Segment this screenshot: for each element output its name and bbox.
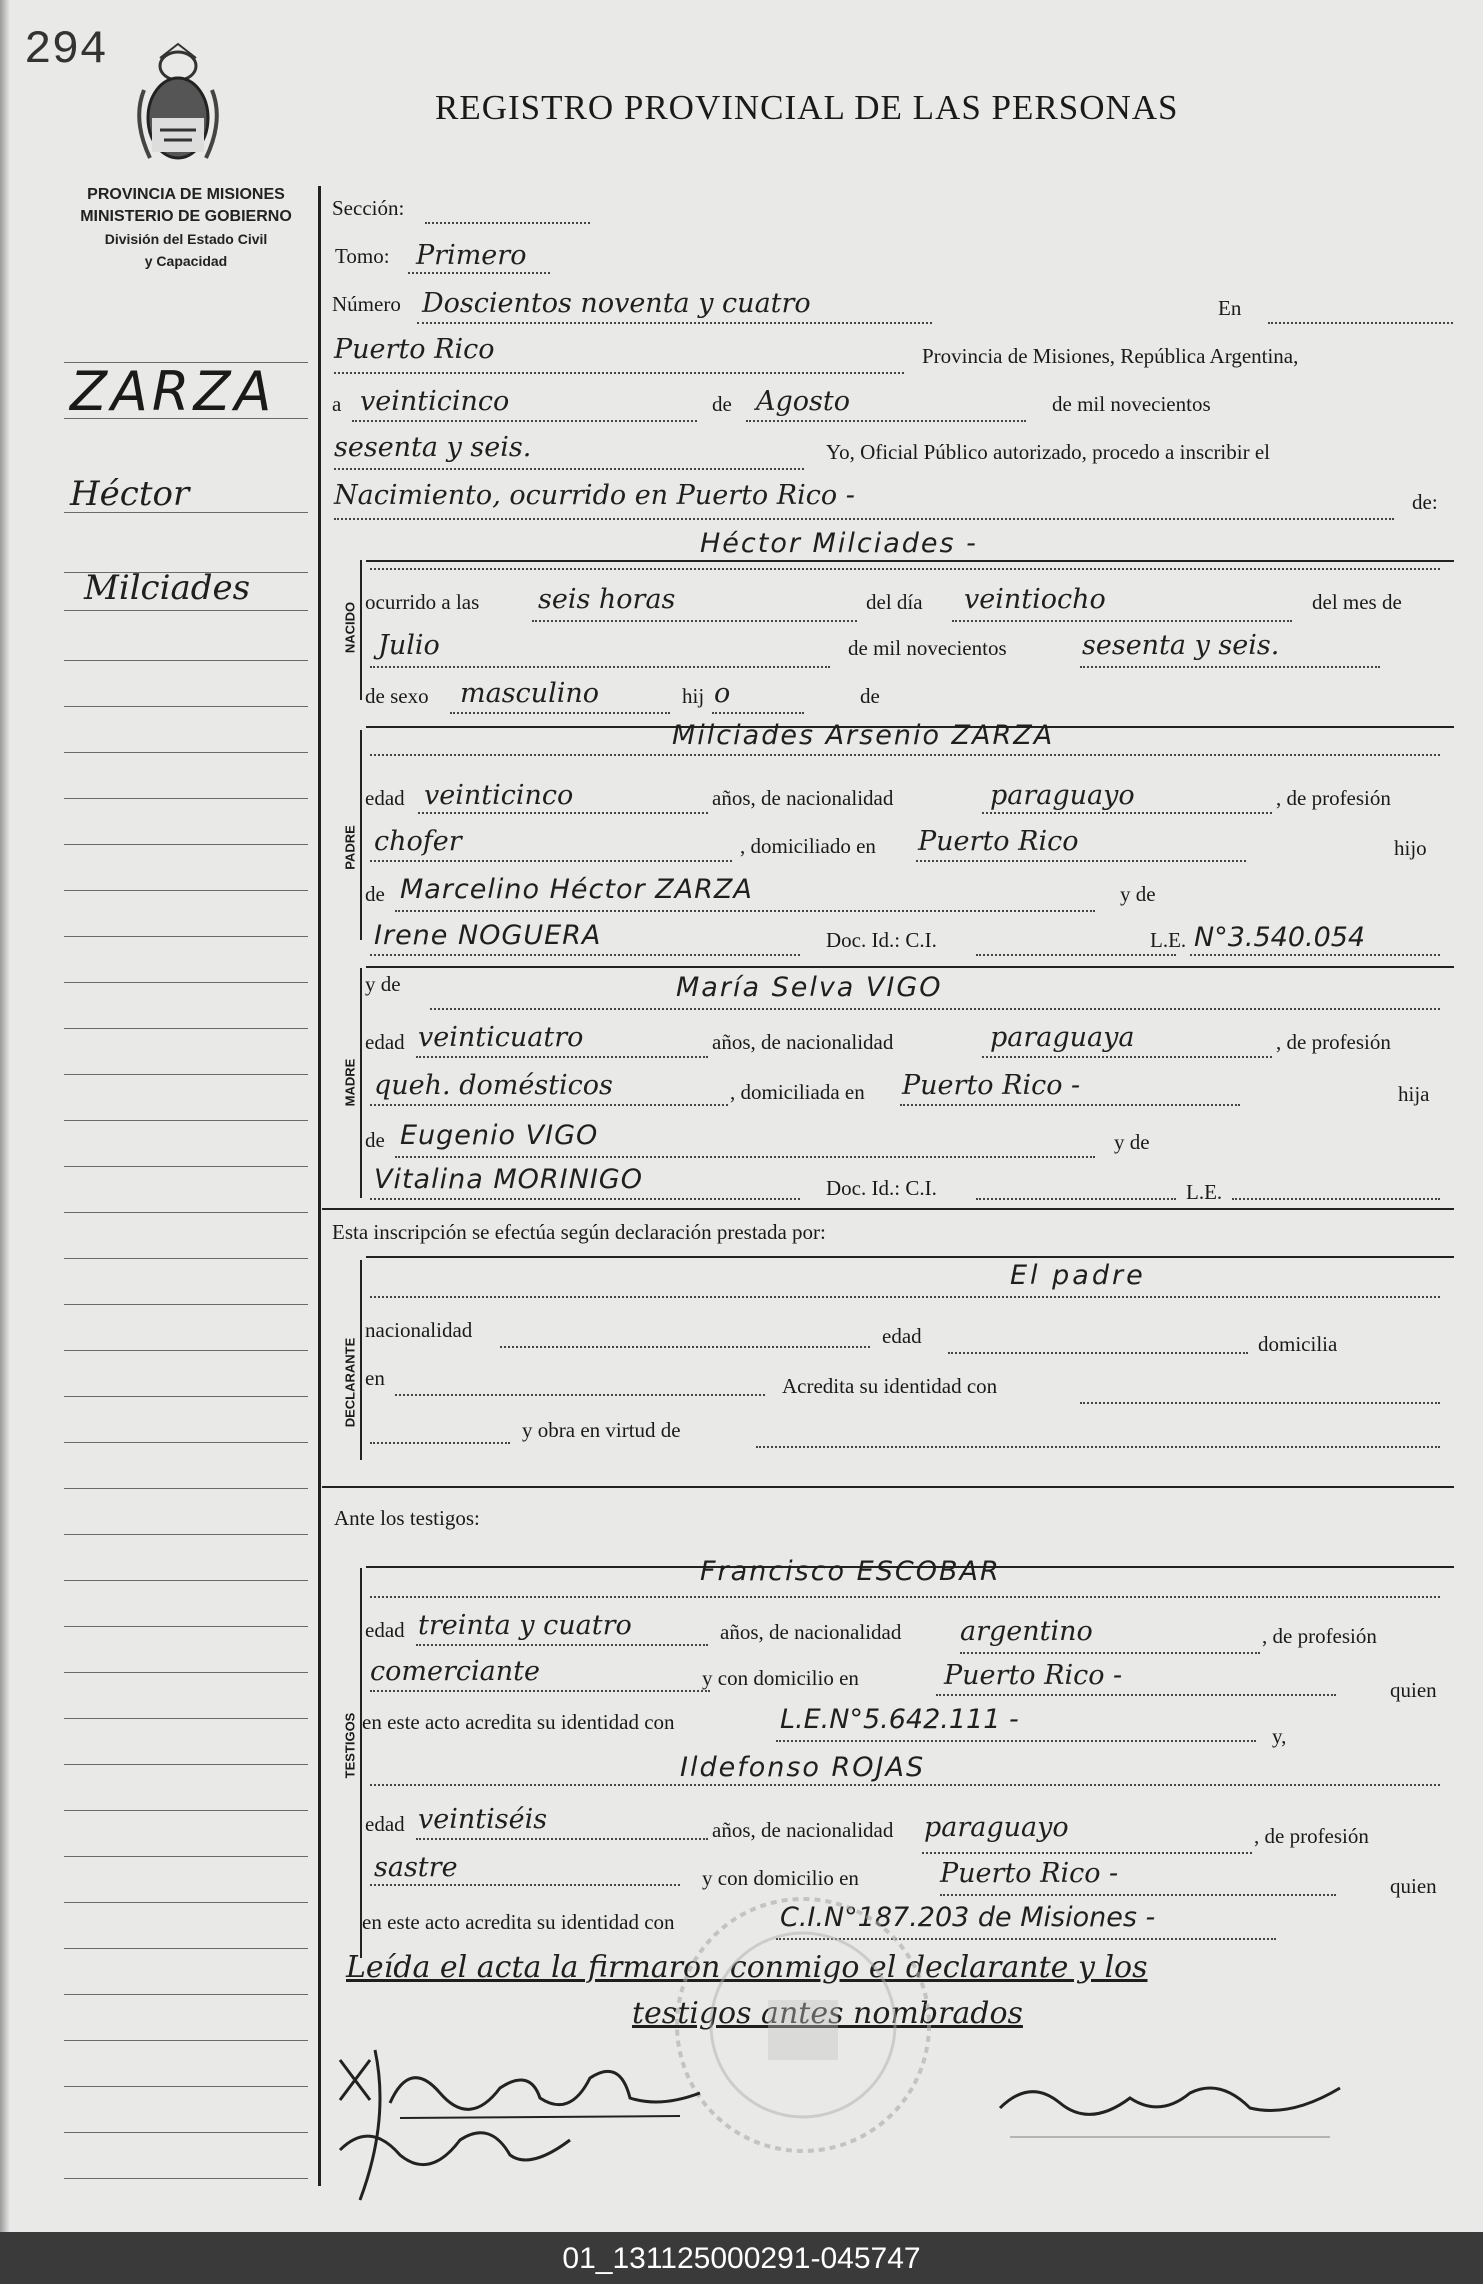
value-padre-nac: paraguayo [990,780,1135,811]
margin-surname: ZARZA [70,360,276,423]
label-y-de-padre: y de [1120,882,1156,906]
value-t1-prof: comerciante [370,1656,540,1687]
value-padre-abuela: Irene NOGUERA [374,920,602,951]
value-t1-dom: Puerto Rico - [944,1660,1123,1691]
section-nacido: NACIDO [342,601,358,654]
closing-line-1: Leída el acta la firmaron conmigo el declarante y los [346,1950,1148,1985]
label-de: de [712,392,732,416]
value-t1-nac: argentino [960,1616,1093,1647]
label-y-de-madre-2: y de [1114,1130,1150,1154]
value-madre-edad: veinticuatro [418,1022,584,1053]
section-padre: PADRE [342,825,358,870]
label-decl-acredita: Acredita su identidad con [782,1374,998,1398]
closing-line-2: testigos antes nombrados [632,1996,1023,2031]
label-t1-prof: , de profesión [1262,1624,1377,1648]
margin-second-name: Milciades [84,568,251,608]
label-padre-nac: años, de nacionalidad [712,786,894,810]
coat-of-arms-emblem [130,40,226,170]
label-t2-acredita: en este acto acredita su identidad con [362,1910,675,1934]
label-decl-nacionalidad: nacionalidad [365,1318,473,1342]
label-t1-quien: quien [1390,1678,1437,1702]
label-t2-dom: y con domicilio en [702,1866,859,1890]
value-dia: veinticinco [360,386,510,417]
label-del-mes: del mes de [1312,590,1402,614]
label-hij: hij [682,684,705,708]
document-title: REGISTRO PROVINCIAL DE LAS PERSONAS [435,88,1179,127]
value-sexo: masculino [460,678,599,709]
label-provincia: Provincia de Misiones, República Argentina, [922,344,1299,368]
value-numero: Doscientos noventa y cuatro [422,288,811,319]
value-nacido-nombre: Héctor Milciades - [700,528,978,559]
value-t2-prof: sastre [374,1852,458,1883]
label-t2-edad: edad [365,1812,405,1836]
label-y-de-madre: y de [365,972,401,996]
value-madre-dom: Puerto Rico - [902,1070,1081,1101]
label-padre-dom: , domiciliado en [740,834,876,858]
label-decl-domicilia: domicilia [1258,1332,1338,1356]
value-t2-nombre: Ildefonso ROJAS [680,1752,926,1783]
label-tomo: Tomo: [335,244,390,268]
value-madre-prof: queh. domésticos [374,1070,613,1101]
value-declarante: El padre [1010,1260,1146,1291]
label-de-madre: de [365,1128,385,1152]
label-seccion: Sección: [332,196,405,220]
value-mes: Agosto [756,386,850,417]
label-t1-acredita: en este acto acredita su identidad con [362,1710,675,1734]
value-hora: seis horas [538,584,676,615]
value-t2-nac: paraguayo [924,1812,1069,1843]
label-decl-obra: y obra en virtud de [522,1418,681,1442]
footer-bar [0,2232,1483,2284]
label-en: En [1218,296,1242,320]
label-a: a [332,392,342,416]
form-left-border [318,186,321,2186]
value-t1-edad: treinta y cuatro [418,1610,632,1641]
label-ocurrido: ocurrido a las [365,590,480,614]
issuer-block [56,184,316,272]
issuer-division: División del Estado Civil [104,231,268,247]
value-tomo: Primero [416,240,527,271]
value-t2-edad: veintiséis [418,1804,548,1835]
label-numero: Número [332,292,401,316]
label-decl-edad: edad [882,1324,922,1348]
label-t1-edad: edad [365,1618,405,1642]
value-t1-nombre: Francisco ESCOBAR [700,1556,1001,1587]
page-number: 294 [24,24,107,76]
value-madre-abuela: Vitalina MORINIGO [374,1164,643,1195]
value-madre-nombre: María Selva VIGO [676,972,943,1003]
value-acto: Nacimiento, ocurrido en Puerto Rico - [334,480,855,511]
value-hij-suffix: o [714,678,731,709]
label-t2-nac: años, de nacionalidad [712,1818,894,1842]
label-declaracion: Esta inscripción se efectúa según declaración prestada por: [332,1220,826,1244]
page-edge [0,0,10,2232]
label-madre-doc: Doc. Id.: C.I. [826,1176,937,1200]
value-lugar: Puerto Rico [334,334,495,365]
label-madre-nac: años, de nacionalidad [712,1030,894,1054]
label-hija: hija [1398,1082,1430,1106]
value-anio: sesenta y seis. [334,432,532,463]
margin-first-name: Héctor [70,474,190,514]
value-mes-nac: Julio [378,630,440,661]
label-padre-prof: , de profesión [1276,786,1391,810]
issuer-ministry: MINISTERIO DE GOBIERNO [80,208,292,225]
value-madre-abuelo: Eugenio VIGO [400,1120,599,1151]
label-madre-le: L.E. [1186,1180,1223,1204]
label-padre-le: L.E. [1150,928,1187,952]
value-t2-doc: C.I.N°187.203 de Misiones - [780,1902,1156,1933]
label-de-mil-nov: de mil novecientos [848,636,1007,660]
label-de-colon: de: [1412,490,1438,514]
label-madre-prof: , de profesión [1276,1030,1391,1054]
value-padre-dom: Puerto Rico [918,826,1079,857]
label-del-dia: del día [866,590,923,614]
label-de-sexo: de sexo [365,684,429,708]
value-padre-prof: chofer [374,826,462,857]
section-madre: MADRE [342,1058,358,1107]
label-madre-dom: , domiciliada en [730,1080,865,1104]
label-t2-prof: , de profesión [1254,1824,1369,1848]
label-padre-edad: edad [365,786,405,810]
label-hijo: hijo [1394,836,1427,860]
label-padre-doc: Doc. Id.: C.I. [826,928,937,952]
value-t1-doc: L.E.N°5.642.111 - [780,1704,1019,1735]
label-mil-novecientos: de mil novecientos [1052,392,1211,416]
section-testigos: TESTIGOS [342,1712,358,1779]
label-t1-dom: y con domicilio en [702,1666,859,1690]
label-de-2: de [860,684,880,708]
issuer-province: PROVINCIA DE MISIONES [87,186,285,203]
value-t2-dom: Puerto Rico - [940,1858,1119,1889]
label-ante-testigos: Ante los testigos: [334,1506,480,1530]
value-anio-nac: sesenta y seis. [1082,630,1280,661]
official-name-stamp [1010,2136,1330,2194]
value-madre-nac: paraguaya [990,1022,1135,1053]
label-decl-en: en [365,1366,385,1390]
document-id: 01_131125000291-045747 [562,2242,921,2275]
signature-witness-rojas [330,2110,590,2190]
value-dia-nac: veintiocho [964,584,1106,615]
label-t2-quien: quien [1390,1874,1437,1898]
section-declarante: DECLARANTE [342,1337,358,1428]
value-padre-abuelo: Marcelino Héctor ZARZA [400,874,753,905]
label-yo-oficial: Yo, Oficial Público autorizado, procedo a inscribir el [826,440,1271,464]
value-padre-nombre: Milciades Arsenio ZARZA [672,720,1055,751]
label-t1-nac: años, de nacionalidad [720,1620,902,1644]
value-padre-edad: veinticinco [424,780,574,811]
label-de-3: de [365,882,385,906]
signature-official [990,2068,1350,2128]
value-padre-le: N°3.540.054 [1194,922,1366,953]
issuer-division-2: y Capacidad [144,253,228,269]
label-y-comma: y, [1272,1724,1287,1748]
label-madre-edad: edad [365,1030,405,1054]
